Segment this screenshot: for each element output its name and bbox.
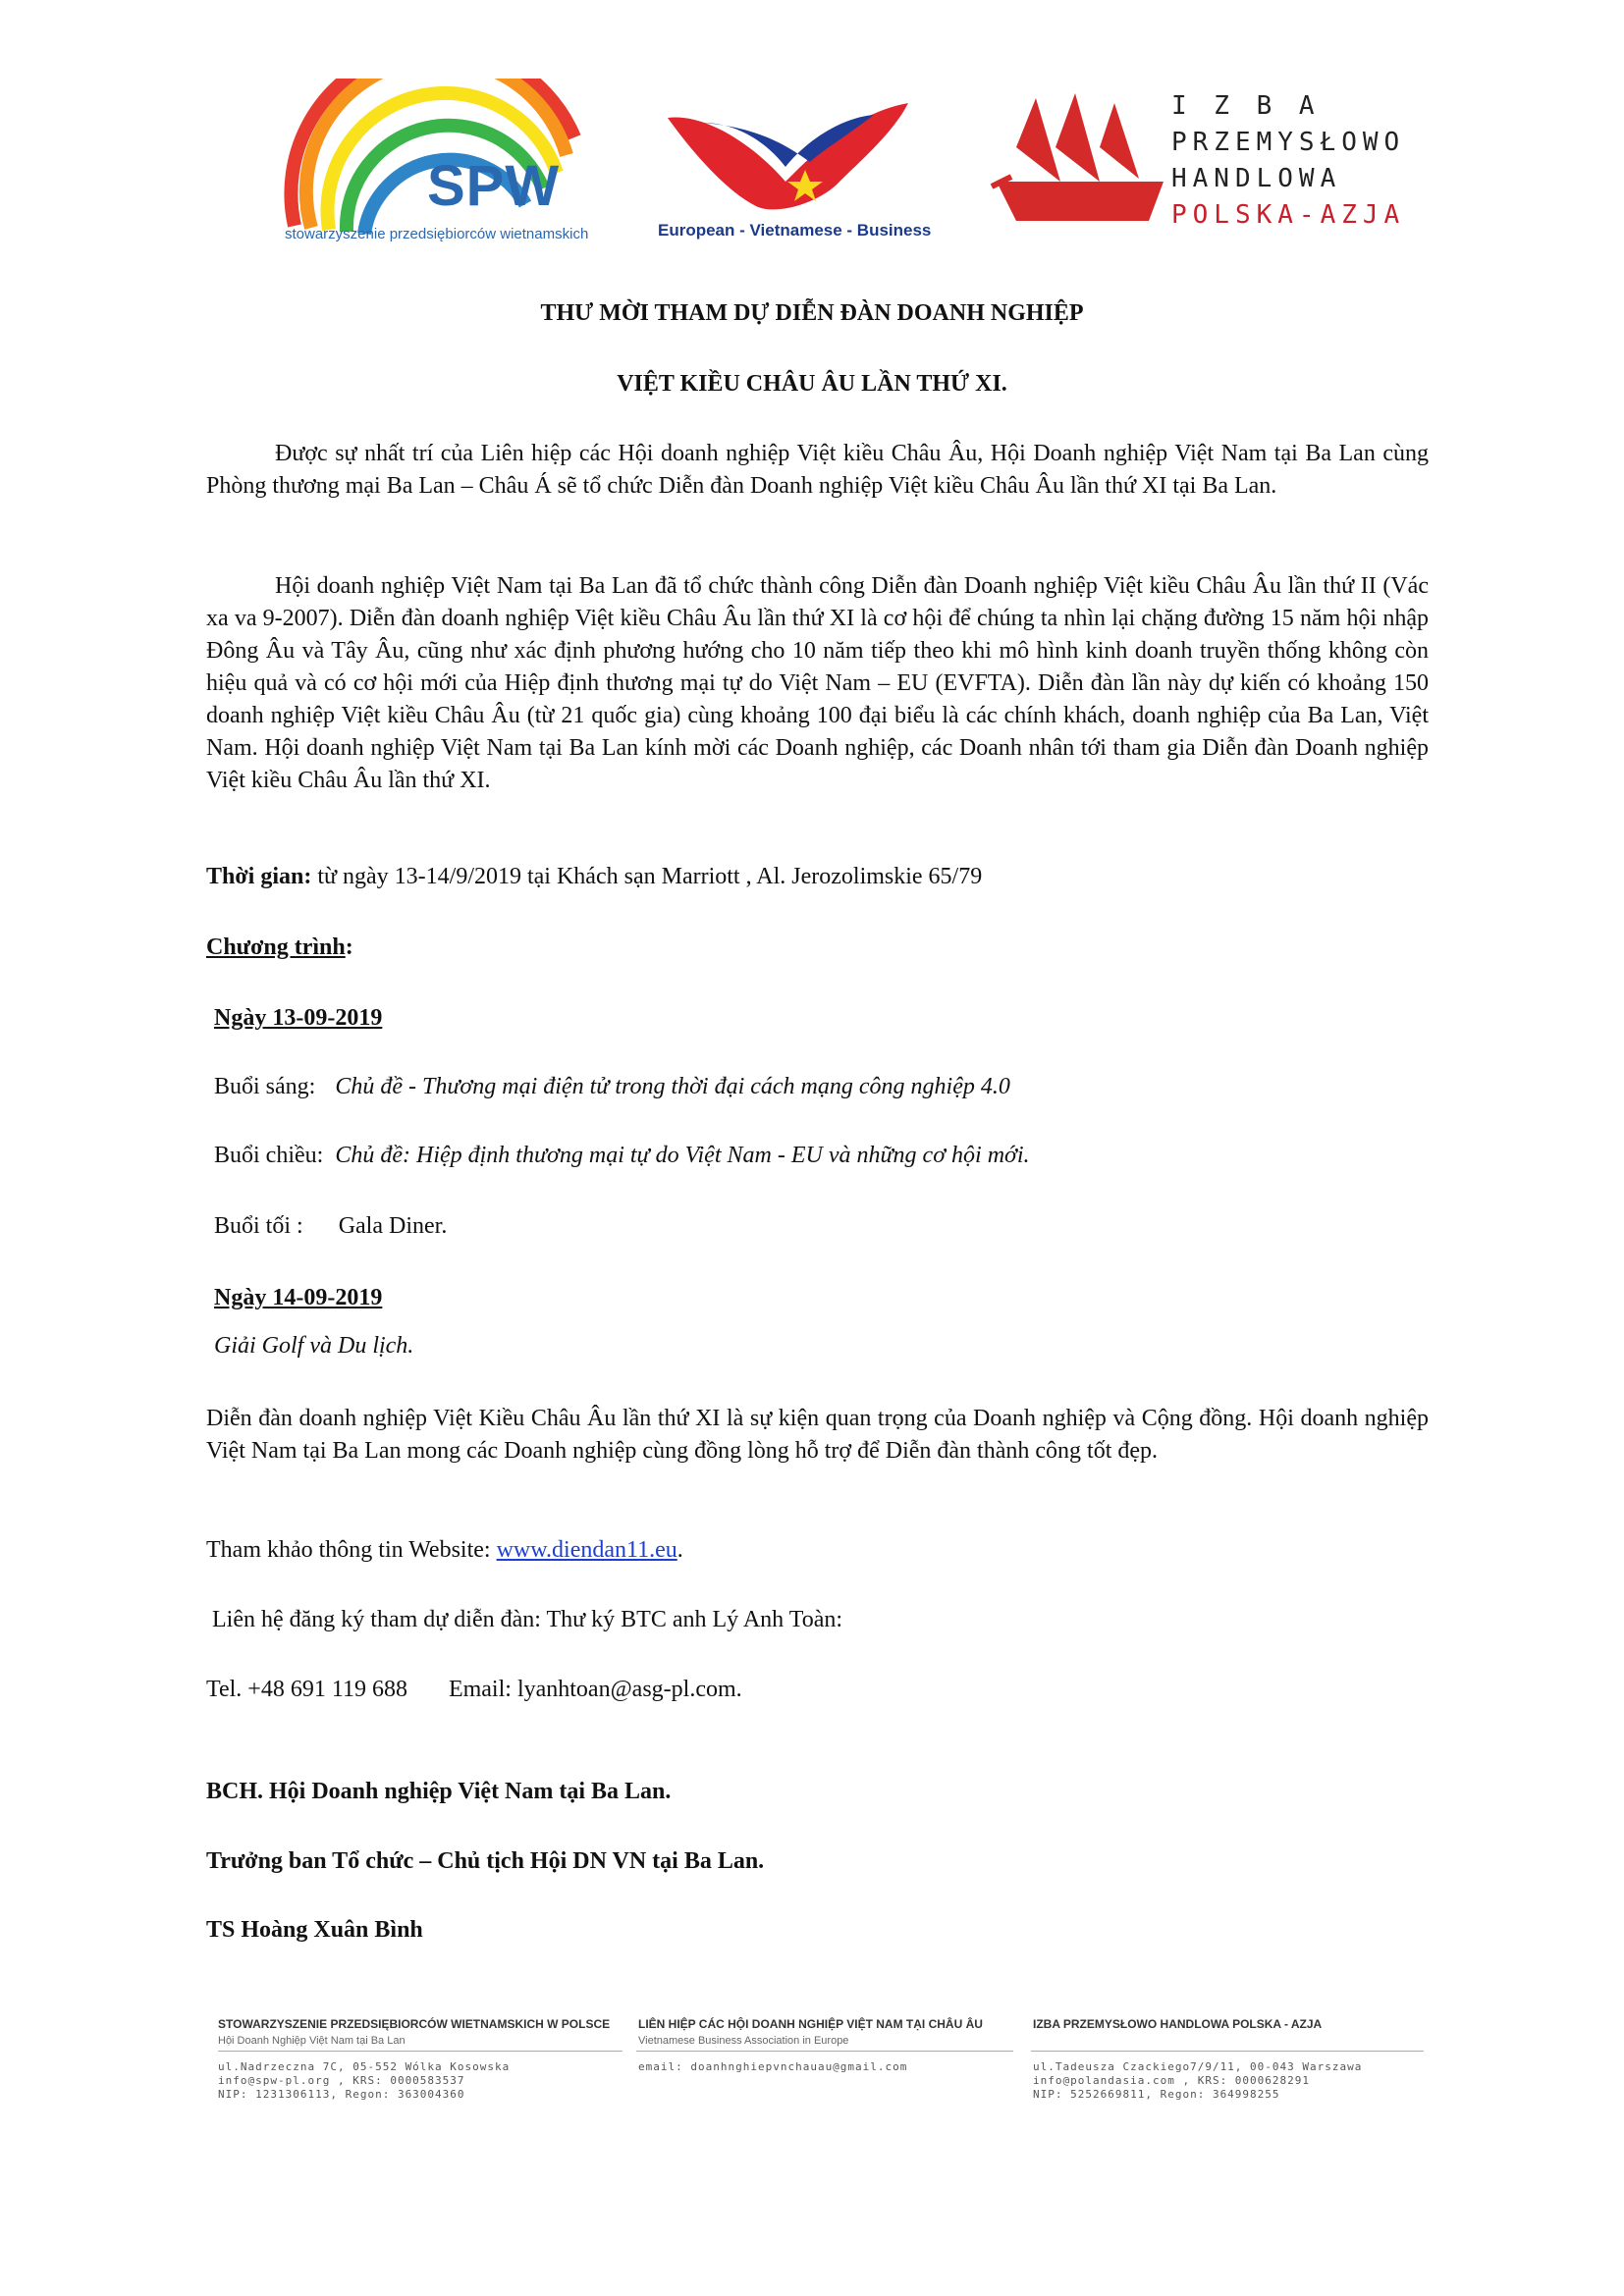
signature-name: TS Hoàng Xuân Bình	[206, 1917, 423, 1943]
contact-details	[206, 1677, 742, 1703]
izba-line-2: PRZEMYSŁOWO	[1171, 128, 1406, 157]
footer-col-association	[638, 2017, 983, 2074]
footer-col-spw	[218, 2017, 610, 2102]
intro-paragraph: Được sự nhất trí của Liên hiệp các Hội doanh nghiệp Việt kiều Châu Âu, Hội Doanh nghiệp Việt Nam tại Ba Lan cùng Phòng thương mại Ba Lan – Châu Á sẽ tổ chức Diễn đàn Doanh nghiệp Việt kiều Châu Âu lần thứ XI tại Ba Lan.	[206, 441, 1429, 499]
day1-evening	[214, 1213, 447, 1240]
footer	[0, 2017, 1624, 2106]
evening-label: Buổi tối :	[214, 1213, 303, 1239]
footer-izba-heading: IZBA PRZEMYSŁOWO HANDLOWA POLSKA - AZJA	[1033, 2017, 1323, 2031]
day2-date: Ngày 14-09-2019	[214, 1285, 383, 1310]
footer-izba-address: ul.Tadeusza Czackiego7/9/11, 00-043 Warszawa	[1033, 2060, 1363, 2073]
footer-spw-heading: STOWARZYSZENIE PRZEDSIĘBIORCÓW WIETNAMSKICH W POLSCE	[218, 2017, 611, 2031]
bird-icon	[648, 93, 952, 221]
day1-date: Ngày 13-09-2019	[214, 1005, 383, 1031]
history-paragraph: Hội doanh nghiệp Việt Nam tại Ba Lan đã tổ chức thành công Diễn đàn Doanh nghiệp Việt kiều Châu Âu lần thứ II (Vác xa va 9-2007). Diễn đàn doanh nghiệp Việt kiều Châu Âu lần thứ XI là cơ hội để chúng ta nhìn lại chặng đường 15 năm hội nhập Đông Âu và Tây Âu, cũng như xác định phương hướng cho 10 năm tiếp theo khi mô hình kinh doanh truyền thống không còn hiệu quả và có cơ hội mới của Hiệp định thương mại tự do Việt Nam – EU (EVFTA). Diễn đàn lần này dự kiến có khoảng 150 doanh nghiệp Việt kiều Châu Âu (từ 21 quốc gia) cùng khoảng 100 đại biểu là các chính khách, doanh nghiệp của Ba Lan, Việt Nam. Hội doanh nghiệp Việt Nam tại Ba Lan kính mời các Doanh nghiệp, các Doanh nhân tới tham gia Diễn đàn Doanh nghiệp Việt kiều Châu Âu lần thứ XI.	[206, 573, 1429, 793]
day1-morning	[214, 1074, 1010, 1100]
website-line	[206, 1537, 683, 1564]
morning-topic: Chủ đề - Thương mại điện tử trong thời đại cách mạng công nghiệp 4.0	[335, 1074, 1010, 1099]
contact-tel: Tel. +48 691 119 688	[206, 1677, 407, 1702]
footer-spw-address: ul.Nadrzeczna 7C, 05-552 Wólka Kosowska	[218, 2060, 511, 2073]
izba-line-3: HANDLOWA	[1171, 164, 1342, 193]
program-colon: :	[345, 934, 353, 960]
footer-izba-spacer	[1033, 2035, 1362, 2047]
signature-org: BCH. Hội Doanh nghiệp Việt Nam tại Ba Lan.	[206, 1779, 672, 1804]
footer-assoc-email: email: doanhnghiepvnchauau@gmail.com	[638, 2060, 908, 2073]
time-value: từ ngày 13-14/9/2019 tại Khách sạn Marriott , Al. Jerozolimskie 65/79	[311, 864, 983, 889]
morning-label: Buổi sáng:	[214, 1074, 316, 1099]
closing-paragraph: Diễn đàn doanh nghiệp Việt Kiều Châu Âu lần thứ XI là sự kiện quan trọng của Doanh nghiệp và Cộng đồng. Hội doanh nghiệp Việt Nam tại Ba Lan mong các Doanh nghiệp cùng đồng lòng hỗ trợ để Diễn đàn thành công tốt đẹp.	[206, 1406, 1429, 1464]
signature-role: Trưởng ban Tổ chức – Chủ tịch Hội DN VN tại Ba Lan.	[206, 1848, 765, 1874]
evb-logo	[648, 93, 952, 250]
footer-assoc-sub: Vietnamese Business Association in Europe	[638, 2035, 849, 2047]
day1-afternoon	[214, 1143, 1030, 1169]
footer-spw-email: info@spw-pl.org , KRS: 0000583537	[218, 2074, 465, 2087]
footer-izba-email: info@polandasia.com , KRS: 0000628291	[1033, 2074, 1311, 2087]
spw-subtitle: stowarzyszenie przedsiębiorców wietnamskich	[285, 226, 589, 242]
junk-ship-icon	[987, 88, 1173, 236]
footer-spw-details	[218, 2060, 610, 2102]
title-line-2: VIỆT KIỀU CHÂU ÂU LẦN THỨ XI.	[617, 371, 1007, 397]
program-heading	[206, 934, 353, 961]
evening-value: Gala Diner.	[338, 1213, 448, 1239]
footer-izba-nip: NIP: 5252669811, Regon: 364998255	[1033, 2088, 1280, 2101]
izba-logo	[987, 88, 1406, 245]
afternoon-topic: Chủ đề: Hiệp định thương mại tự do Việt Nam - EU và những cơ hội mới.	[335, 1143, 1030, 1168]
spw-logo	[280, 79, 604, 250]
footer-izba-details	[1033, 2060, 1362, 2102]
title-line-1: THƯ MỜI THAM DỰ DIỄN ĐÀN DOANH NGHIỆP	[540, 300, 1084, 326]
footer-assoc-heading: LIÊN HIỆP CÁC HỘI DOANH NGHIỆP VIỆT NAM TẠI CHÂU ÂU	[638, 2017, 983, 2031]
contact-intro: Liên hệ đăng ký tham dự diễn đàn: Thư ký BTC anh Lý Anh Toàn:	[212, 1607, 843, 1632]
footer-spw-sub: Hội Doanh Nghiệp Việt Nam tại Ba Lan	[218, 2035, 406, 2047]
time-line	[206, 864, 982, 890]
program-label: Chương trình	[206, 934, 346, 960]
spw-wordmark: SPW	[427, 154, 561, 218]
website-link[interactable]: www.diendan11.eu	[496, 1537, 677, 1563]
afternoon-label: Buổi chiều:	[214, 1143, 324, 1168]
footer-assoc-details	[638, 2060, 983, 2074]
website-suffix: .	[677, 1537, 683, 1563]
izba-wordmark	[1171, 88, 1405, 234]
izba-line-1: I Z B A	[1171, 91, 1321, 121]
time-label: Thời gian:	[206, 864, 312, 889]
footer-spw-nip: NIP: 1231306113, Regon: 363004360	[218, 2088, 465, 2101]
day2-activity: Giải Golf và Du lịch.	[214, 1333, 414, 1359]
contact-email: Email: lyanhtoan@asg-pl.com.	[448, 1677, 742, 1702]
website-label: Tham khảo thông tin Website:	[206, 1537, 497, 1563]
footer-col-izba	[1033, 2017, 1362, 2102]
izba-line-4: POLSKA-AZJA	[1171, 200, 1406, 230]
evb-subtitle: European - Vietnamese - Business	[658, 221, 932, 240]
